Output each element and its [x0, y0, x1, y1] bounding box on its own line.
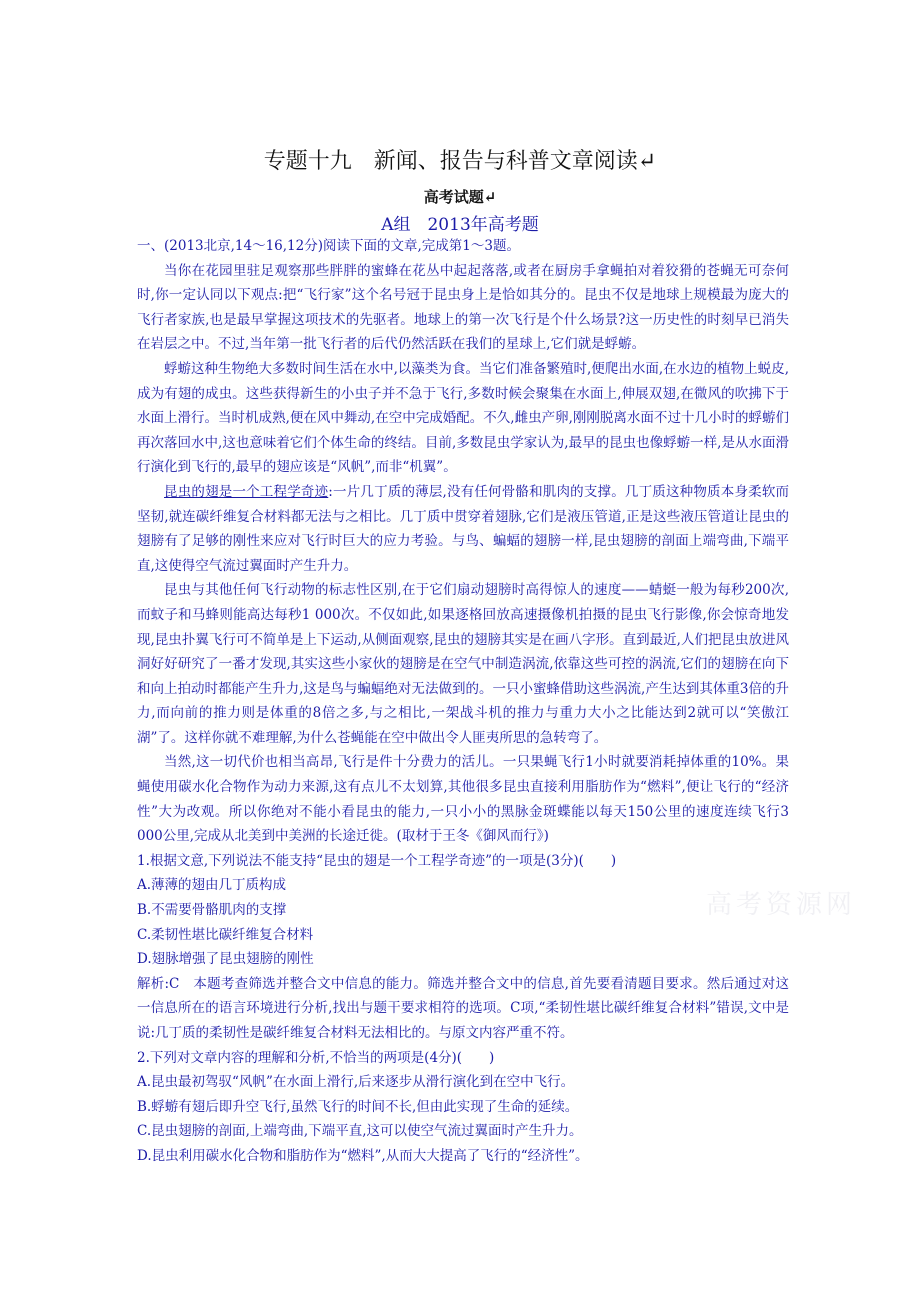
watermark-text: 高考资源网 — [706, 890, 857, 920]
answer-option: A.薄薄的翅由几丁质构成 — [137, 877, 287, 894]
passage-paragraph — [137, 480, 789, 578]
answer-option: C.昆虫翅膀的剖面,上端弯曲,下端平直,这可以使空气流过翼面时产生升力。 — [137, 1123, 583, 1140]
answer-analysis: 解析:C 本题考查筛选并整合文中信息的能力。筛选并整合文中的信息,首先要看清题目要求。然后通过对这一信息所在的语言环境进行分析,找出与题干要求相符的选项。C项,“柔韧性堪比碳纤维复合材料”错误,文中是说:几丁质的柔韧性是碳纤维复合材料无法相比的。与原文内容严重不符。 — [137, 975, 789, 1041]
underlined-phrase: 昆虫的翅是一个工程学奇迹 — [164, 483, 329, 500]
passage-paragraph: 昆虫与其他任何飞行动物的标志性区别,在于它们扇动翅膀时高得惊人的速度——蜻蜓一般为每秒200次,而蚊子和马蜂则能高达每秒1 000次。不仅如此,如果逐格回放高速摄像机拍摄的昆虫飞行影像,你会惊奇地发现,昆虫扑翼飞行可不简单是上下运动,从侧面观察,昆虫的翅膀其实是在画八字形。直到最近,人们把昆虫放进风洞好好研究了一番才发现,其实这些小家伙的翅膀是在空气中制造涡流,依靠这些可控的涡流,它们的翅膀在向下和向上拍动时都能产生升力,这是鸟与蝙蝠绝对无法做到的。一只小蜜蜂借助这些涡流,产生达到其体重3倍的升力,而向前的推力则是体重的8倍之多,与之相比,一架战斗机的推力与重力大小之比能达到2就可以“笑傲江湖”了。这样你就不难理解,为什么苍蝇能在空中做出令人匪夷所思的急转弯了。 — [137, 582, 789, 746]
question-intro: 一、(2013北京,14～16,12分)阅读下面的文章,完成第1～3题。 — [137, 238, 520, 254]
answer-option: C.柔韧性堪比碳纤维复合材料 — [137, 926, 314, 943]
question-stem: 2.下列对文章内容的理解和分析,不恰当的两项是(4分)( ) — [137, 1049, 495, 1066]
answer-option: D.翅脉增强了昆虫翅膀的刚性 — [137, 951, 314, 968]
section-subtitle: 高考试题↵ — [423, 188, 497, 206]
passage-paragraph: 蜉蝣这种生物绝大多数时间生活在水中,以藻类为食。当它们准备繁殖时,便爬出水面,在水边的植物上蜕皮,成为有翅的成虫。这些获得新生的小虫子并不急于飞行,多数时候会聚集在水面上,伸展双翅,在微风的吹拂下于水面上滑行。当时机成熟,便在风中舞动,在空中完成婚配。不久,雌虫产卵,刚刚脱离水面不过十几小时的蜉蝣们再次落回水中,这也意味着它们个体生命的终结。目前,多数昆虫学家认为,最早的昆虫也像蜉蝣一样,是从水面滑行演化到飞行的,最早的翅应该是“风帆”,而非“机翼”。 — [137, 360, 789, 476]
paragraph-text: :一片几丁质的薄层,没有任何骨骼和肌肉的支撑。几丁质这种物质本身柔软而坚韧,就连碳纤维复合材料都无法与之相比。几丁质中贯穿着翅脉,它们是液压管道,正是这些液压管道让昆虫的翅膀有了足够的刚性来应对飞行时巨大的应力考验。与鸟、蝙蝠的翅膀一样,昆虫翅膀的剖面上端弯曲,下端平直,这使得空气流过翼面时产生升力。 — [137, 483, 790, 574]
question-stem: 1.根据文意,下列说法不能支持“昆虫的翅是一个工程学奇迹”的一项是(3分)( ) — [137, 852, 617, 869]
document-body — [137, 234, 789, 1169]
passage-paragraph: 当你在花园里驻足观察那些胖胖的蜜蜂在花丛中起起落落,或者在厨房手拿蝇拍对着狡猾的苍蝇无可奈何时,你一定认同以下观点:把“飞行家”这个名号冠于昆虫身上是恰如其分的。昆虫不仅是地球上规模最为庞大的飞行者家族,也是最早掌握这项技术的先驱者。地球上的第一次飞行是个什么场景?这一历史性的时刻早已消失在岩层之中。不过,当年第一批飞行者的后代仍然活跃在我们的星球上,它们就是蜉蝣。 — [137, 262, 789, 353]
page-title: 专题十九 新闻、报告与科普文章阅读↵ — [263, 148, 657, 173]
passage-paragraph: 当然,这一切代价也相当高昂,飞行是件十分费力的活儿。一只果蝇飞行1小时就要消耗掉体重的10%。果蝇使用碳水化合物作为动力来源,这有点儿不太划算,其他很多昆虫直接利用脂肪作为“燃料”,便让飞行的“经济性”大为改观。所以你绝对不能小看昆虫的能力,一只小小的黑脉金斑蝶能以每天150公里的速度连续飞行3 000公里,完成从北美到中美洲的长途迁徙。(取材于王冬《御风而行》) — [137, 754, 789, 845]
answer-option: B.蜉蝣有翅后即升空飞行,虽然飞行的时间不长,但由此实现了生命的延续。 — [137, 1098, 579, 1115]
answer-option: D.昆虫利用碳水化合物和脂肪作为“燃料”,从而大大提高了飞行的“经济性”。 — [137, 1147, 589, 1164]
group-title: A组 2013年高考题 — [381, 215, 539, 235]
answer-option: A.昆虫最初驾驭“风帆”在水面上滑行,后来逐步从滑行演化到在空中飞行。 — [137, 1074, 575, 1091]
answer-option: B.不需要骨骼肌肉的支撑 — [137, 902, 287, 919]
